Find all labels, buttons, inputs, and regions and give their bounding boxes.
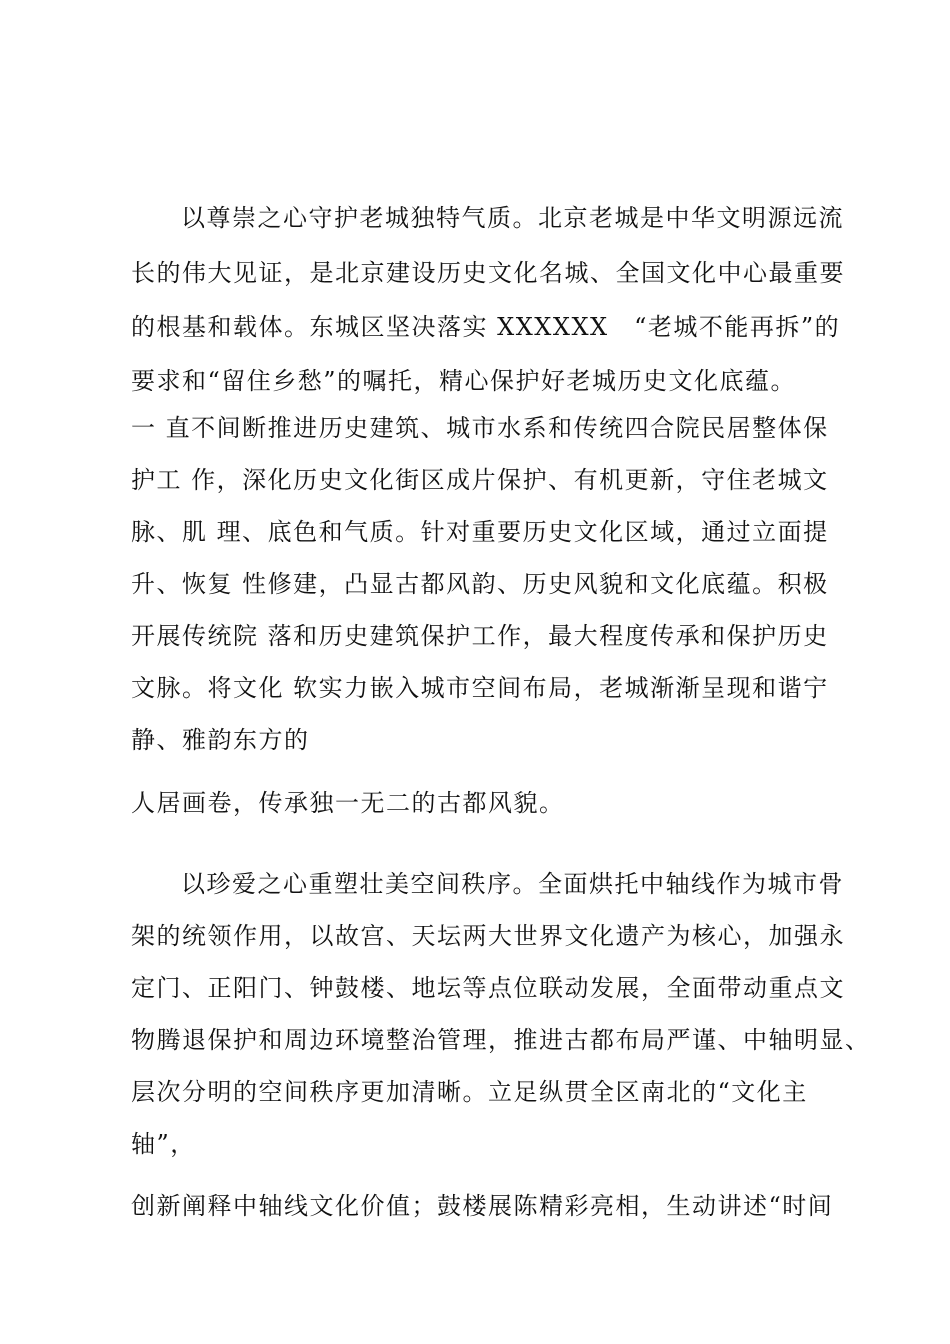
text-line: 定门、正阳门、钟鼓楼、地坛等点位联动发展，全面带动重点文	[131, 974, 845, 1002]
text-line: 以尊崇之心守护老城独特气质。北京老城是中华文明源远流	[181, 204, 844, 232]
text-line: 脉、肌 理、底色和气质。针对重要历史文化区域，通过立面提	[131, 518, 829, 546]
text-line: 静、雅韵东方的	[131, 726, 310, 754]
text-line: 层次分明的空间秩序更加清晰。立足纵贯全区南北的“文化主	[131, 1078, 808, 1106]
text-line: 创新阐释中轴线文化价值；鼓楼展陈精彩亮相，生动讲述“时间	[131, 1192, 834, 1220]
text-line: 护工 作，深化历史文化街区成片保护、有机更新，守住老城文	[131, 466, 829, 494]
text-line: 的根基和载体。东城区坚决落实 XXXXXX “老城不能再拆”的	[131, 313, 841, 341]
text-line: 长的伟大见证，是北京建设历史文化名城、全国文化中心最重要	[131, 259, 845, 287]
text-line: 物腾退保护和周边环境整治管理，推进古都布局严谨、中轴明显、	[131, 1026, 871, 1054]
text-line: 开展传统院 落和历史建筑保护工作，最大程度传承和保护历史	[131, 622, 829, 650]
text-line: 以珍爱之心重塑壮美空间秩序。全面烘托中轴线作为城市骨	[181, 870, 844, 898]
text-line: 轴”，	[131, 1130, 196, 1158]
text-line: 架的统领作用，以故宫、天坛两大世界文化遗产为核心，加强永	[131, 922, 845, 950]
text-line: 要求和“留住乡愁”的嘱托，精心保护好老城历史文化底蕴。	[131, 367, 797, 395]
text-line: 一 直不间断推进历史建筑、城市水系和传统四合院民居整体保	[131, 414, 829, 442]
text-line: 文脉。将文化 软实力嵌入城市空间布局，老城渐渐呈现和谐宁	[131, 674, 829, 702]
text-line: 升、恢复 性修建，凸显古都风韵、历史风貌和文化底蕴。积极	[131, 570, 829, 598]
text-line: 人居画卷，传承独一无二的古都风貌。	[131, 789, 565, 817]
